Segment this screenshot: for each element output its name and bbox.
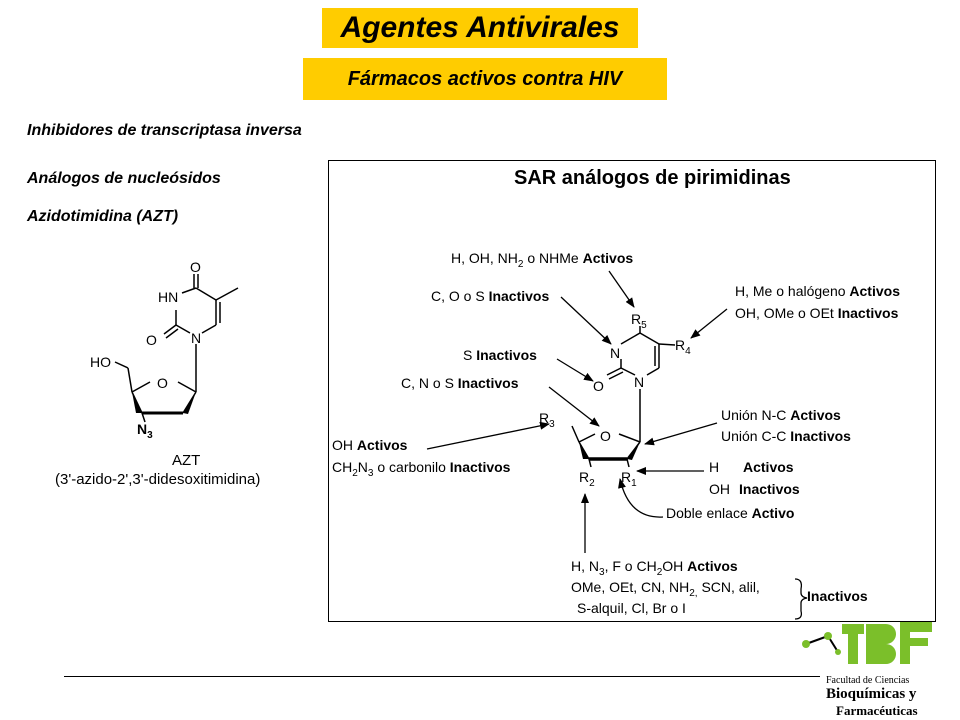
label-r4-active: H, Me o halógeno Activos — [735, 283, 900, 299]
logo-line-2: Bioquímicas y — [826, 686, 917, 702]
label-r2-inactive-line1: OMe, OEt, CN, $NH_{2,}$ SCN, alil, — [571, 579, 760, 599]
label-r2-inactive: Inactivos — [807, 588, 868, 604]
label-r2-active: H, $N_3$, F o $CH_2OH$ Activos — [571, 558, 738, 578]
label-r3-active: OH Activos — [332, 437, 408, 453]
azt-atom-o-left: O — [146, 332, 157, 348]
atom-n-top: N — [610, 345, 621, 361]
label-union-cc: Unión C-C Inactivos — [721, 428, 851, 444]
azt-atom-hn: HN — [158, 289, 179, 305]
label-r4-inactive: OH, OMe o OEt Inactivos — [735, 305, 899, 321]
atom-n-bottom: N — [634, 374, 645, 390]
footer-divider — [64, 676, 820, 677]
label-union-nc: Unión N-C Activos — [721, 407, 841, 423]
atom-r2: $R_2$ — [579, 469, 595, 489]
label-ring-atom: C, O o S Inactivos — [431, 288, 550, 304]
atom-r1: $R_1$ — [621, 469, 637, 489]
sar-diagram-box — [328, 160, 936, 622]
atom-r4: $R_4$ — [675, 337, 691, 357]
atom-o-carbonyl: O — [593, 378, 604, 394]
page-subtitle: Fármacos activos contra HIV — [347, 67, 623, 90]
arrow-r5 — [609, 271, 634, 307]
logo-line-3: Farmacéuticas — [836, 703, 918, 718]
arrow-ring-atom — [561, 297, 611, 344]
sar-title: SAR análogos de pirimidinas — [514, 167, 791, 189]
arrow-r4 — [691, 309, 727, 338]
inactive-brace — [795, 579, 807, 619]
azt-full-name: (3'-azido-2',3'-didesoxitimidina) — [55, 471, 261, 488]
faculty-logo-icon — [800, 616, 940, 674]
atom-r5: $R_5$ — [631, 311, 647, 331]
page-title: Agentes Antivirales — [340, 11, 620, 44]
heading-inhibidores: Inhibidores de transcriptasa inversa — [27, 122, 302, 139]
label-carbonyl-s: S Inactivos — [463, 347, 537, 363]
arrow-r3 — [427, 424, 549, 449]
label-r5-substituents: H, OH, $NH_2$ o NHMe Activos — [451, 250, 634, 270]
azt-atom-o-top: O — [190, 259, 201, 275]
heading-azt: Azidotimidina (AZT) — [27, 208, 179, 225]
label-r2-inactive-line2: S-alquil, Cl, Br o I — [577, 600, 686, 616]
logo-line-1: Facultad de Ciencias — [826, 675, 910, 686]
label-r3-inactive: $CH_2N_3$ o carbonilo Inactivos — [332, 459, 511, 479]
subtitle-banner — [303, 58, 667, 100]
label-r1-oh: OH Inactivos — [709, 481, 800, 497]
azt-atom-o-sugar: O — [157, 375, 168, 391]
atom-o-sugar: O — [600, 428, 611, 444]
arrow-sugar-o — [549, 387, 599, 426]
azt-atom-ho: HO — [90, 354, 111, 370]
heading-analogos: Análogos de nucleósidos — [27, 170, 221, 187]
arrow-carbonyl — [557, 359, 593, 381]
label-sugar-o: C, N o S Inactivos — [401, 375, 519, 391]
azt-structure — [0, 240, 320, 500]
label-r1-h: H Activos — [709, 459, 794, 475]
azt-label: AZT — [172, 452, 201, 469]
sar-diagram — [329, 161, 935, 621]
pyrimidine-skeleton — [572, 326, 675, 467]
atom-r3: $R_3$ — [539, 410, 555, 430]
label-double-bond: Doble enlace Activo — [666, 505, 795, 521]
azt-atom-n-ring: N — [191, 330, 202, 346]
title-banner — [322, 8, 638, 48]
azt-azide-n: $N_3$ — [137, 421, 153, 441]
arrow-union — [645, 423, 717, 444]
